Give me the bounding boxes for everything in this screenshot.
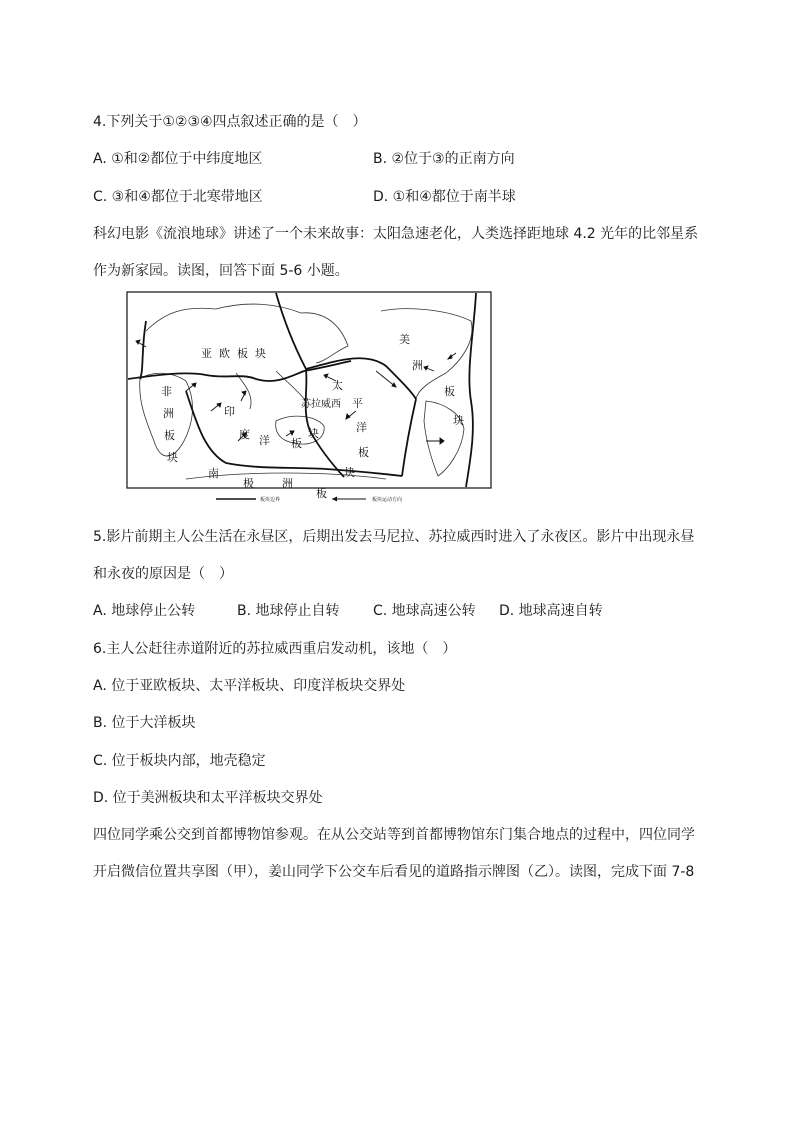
label-africa-2: 洲 xyxy=(163,407,174,420)
label-antarctic-1: 南 xyxy=(208,467,219,480)
label-africa-1: 非 xyxy=(161,385,172,398)
q5-option-c: C. 地球高速公转 xyxy=(373,603,476,619)
label-sulawesi: 苏拉威西 xyxy=(301,399,341,410)
label-pacific-3: 洋 xyxy=(356,421,367,434)
q5-option-d: D. 地球高速自转 xyxy=(499,603,603,619)
label-eurasia-1: 亚 xyxy=(201,347,212,360)
label-indian-5: 块 xyxy=(308,427,319,440)
q6-option-b: B. 位于大洋板块 xyxy=(93,715,196,731)
label-indian-1: 印 xyxy=(224,405,235,418)
plate-map-svg xyxy=(126,291,492,503)
q6-option-a: A. 位于亚欧板块、太平洋板块、印度洋板块交界处 xyxy=(93,678,406,694)
q4-option-c: C. ③和④都位于北寒带地区 xyxy=(93,189,263,205)
label-indian-3: 洋 xyxy=(259,434,270,447)
label-pacific-1: 太 xyxy=(332,379,343,392)
q4-stem: 4.下列关于①②③④四点叙述正确的是（ ） xyxy=(93,114,367,130)
label-america-4: 块 xyxy=(453,414,464,427)
intro1-line2: 作为新家园。读图，回答下面 5-6 小题。 xyxy=(93,263,349,279)
label-america-3: 板 xyxy=(444,385,455,398)
label-pacific-2: 平 xyxy=(352,397,363,410)
label-antarctic-3: 洲 xyxy=(282,477,293,490)
legend-boundary-label: 板块边界 xyxy=(260,497,281,503)
map-frame xyxy=(127,292,491,488)
plate-map-figure xyxy=(126,291,492,503)
q5-option-b: B. 地球停止自转 xyxy=(237,603,340,619)
q4-option-a: A. ①和②都位于中纬度地区 xyxy=(93,151,263,167)
intro2-line2: 开启微信位置共享图（甲），姜山同学下公交车后看见的道路指示牌图（乙）。读图，完成下面 7-8 xyxy=(93,864,695,880)
label-antarctic-2: 极 xyxy=(243,477,254,490)
label-eurasia-3: 板 xyxy=(237,347,248,360)
q5-line2: 和永夜的原因是（ ） xyxy=(93,566,233,582)
label-america-2: 洲 xyxy=(412,359,423,372)
q6-option-c: C. 位于板块内部，地壳稳定 xyxy=(93,753,266,769)
label-eurasia-2: 欧 xyxy=(219,347,230,360)
q5-option-a: A. 地球停止公转 xyxy=(93,603,196,619)
label-indian-2: 度 xyxy=(239,428,250,441)
label-pacific-4: 板 xyxy=(358,446,369,459)
q6-option-d: D. 位于美洲板块和太平洋板块交界处 xyxy=(93,790,323,806)
legend-motion-label: 板块运动方向 xyxy=(372,497,403,503)
label-africa-3: 板 xyxy=(164,429,175,442)
map-legend xyxy=(216,496,402,503)
intro1-line1: 科幻电影《流浪地球》讲述了一个未来故事：太阳急速老化，人类选择距地球 4.2 光年的比邻星系 xyxy=(93,226,699,242)
label-antarctic-4: 板 xyxy=(316,487,327,500)
q4-option-b: B. ②位于③的正南方向 xyxy=(373,151,515,167)
label-eurasia-4: 块 xyxy=(255,347,266,360)
q4-option-d: D. ①和④都位于南半球 xyxy=(373,189,516,205)
label-africa-4: 块 xyxy=(167,451,178,464)
label-america-1: 美 xyxy=(399,333,410,346)
q6-stem: 6.主人公赶往赤道附近的苏拉威西重启发动机，该地（ ） xyxy=(93,641,457,657)
q5-line1: 5.影片前期主人公生活在永昼区，后期出发去马尼拉、苏拉威西时进入了永夜区。影片中出现永昼 xyxy=(93,529,695,545)
label-pacific-5: 块 xyxy=(344,466,355,479)
legend-arrow-head xyxy=(332,497,337,502)
label-indian-4: 板 xyxy=(291,437,302,450)
intro2-line1: 四位同学乘公交到首都博物馆参观。在从公交站等到首都博物馆东门集合地点的过程中，四位同学 xyxy=(93,827,695,843)
